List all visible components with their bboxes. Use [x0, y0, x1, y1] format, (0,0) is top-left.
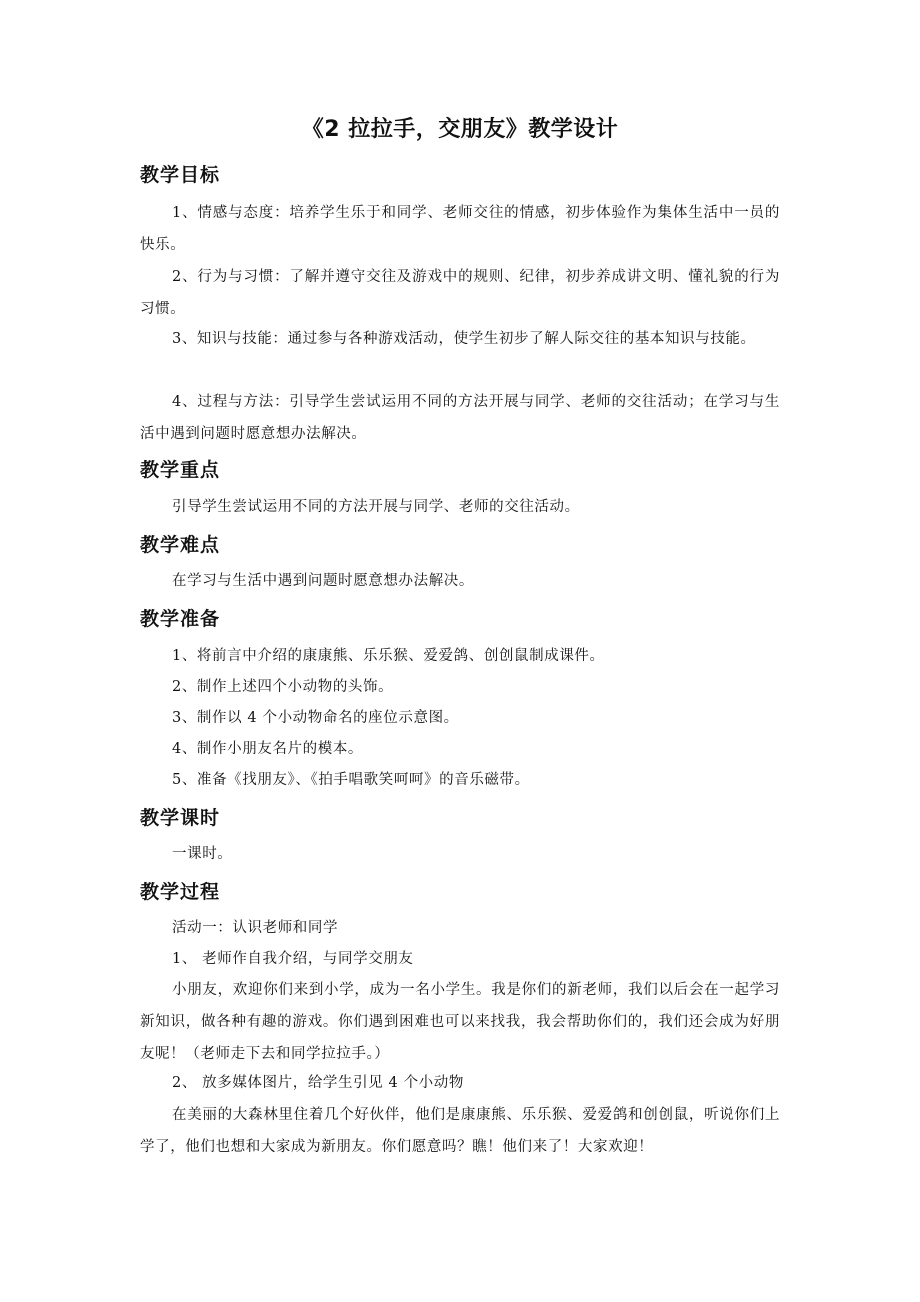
prep-item-3: 3、制作以 4 个小动物命名的座位示意图。 [172, 710, 459, 726]
heading-key-point: 教学重点 [140, 459, 221, 481]
step-2-text: 在美丽的大森林里住着几个好伙伴，他们是康康熊、乐乐猴、爱爱鸽和创创鼠，听说你们上学了，他们也想和大家成为新朋友。你们愿意吗？瞧！他们来了！大家欢迎！ [140, 1107, 780, 1155]
heading-preparation: 教学准备 [140, 608, 221, 630]
goal-item-1: 1、情感与态度：培养学生乐于和同学、老师交往的情感，初步体验作为集体生活中一员的快乐。 [140, 205, 780, 253]
hours-text: 一课时。 [172, 846, 233, 862]
step-1-title: 1、 老师作自我介绍，与同学交朋友 [172, 951, 414, 967]
step-2-title: 2、 放多媒体图片，给学生引见 4 个小动物 [172, 1075, 464, 1091]
prep-item-2: 2、制作上述四个小动物的头饰。 [172, 679, 394, 695]
heading-process: 教学过程 [140, 881, 221, 903]
document-title: 《2 拉拉手，交朋友》教学设计 [301, 117, 619, 142]
step-1-text: 小朋友，欢迎你们来到小学，成为一名小学生。我是你们的新老师，我们以后会在一起学习新知识，做各种有趣的游戏。你们遇到困难也可以来找我，我会帮助你们的，我们还会成为好朋友呢！（老师走下去和同学拉拉手。） [140, 982, 780, 1062]
prep-item-5: 5、准备《找朋友》、《拍手唱歌笑呵呵》的音乐磁带。 [172, 772, 530, 788]
heading-hours: 教学课时 [140, 807, 221, 829]
heading-goals: 教学目标 [140, 164, 221, 186]
prep-item-4: 4、制作小朋友名片的模本。 [172, 741, 364, 757]
activity-1-title: 活动一：认识老师和同学 [172, 920, 339, 936]
difficulty-text: 在学习与生活中遇到问题时愿意想办法解决。 [172, 573, 474, 589]
goal-item-4: 4、过程与方法：引导学生尝试运用不同的方法开展与同学、老师的交往活动；在学习与生活中遇到问题时愿意想办法解决。 [140, 394, 780, 442]
key-point-text: 引导学生尝试运用不同的方法开展与同学、老师的交往活动。 [172, 499, 580, 515]
heading-difficulty: 教学难点 [140, 534, 221, 556]
goal-item-2: 2、行为与习惯：了解并遵守交往及游戏中的规则、纪律，初步养成讲文明、懂礼貌的行为习惯。 [140, 269, 780, 317]
prep-item-1: 1、将前言中介绍的康康熊、乐乐猴、爱爱鸽、创创鼠制成课件。 [172, 648, 605, 664]
goal-item-3: 3、知识与技能：通过参与各种游戏活动，使学生初步了解人际交往的基本知识与技能。 [172, 331, 756, 347]
